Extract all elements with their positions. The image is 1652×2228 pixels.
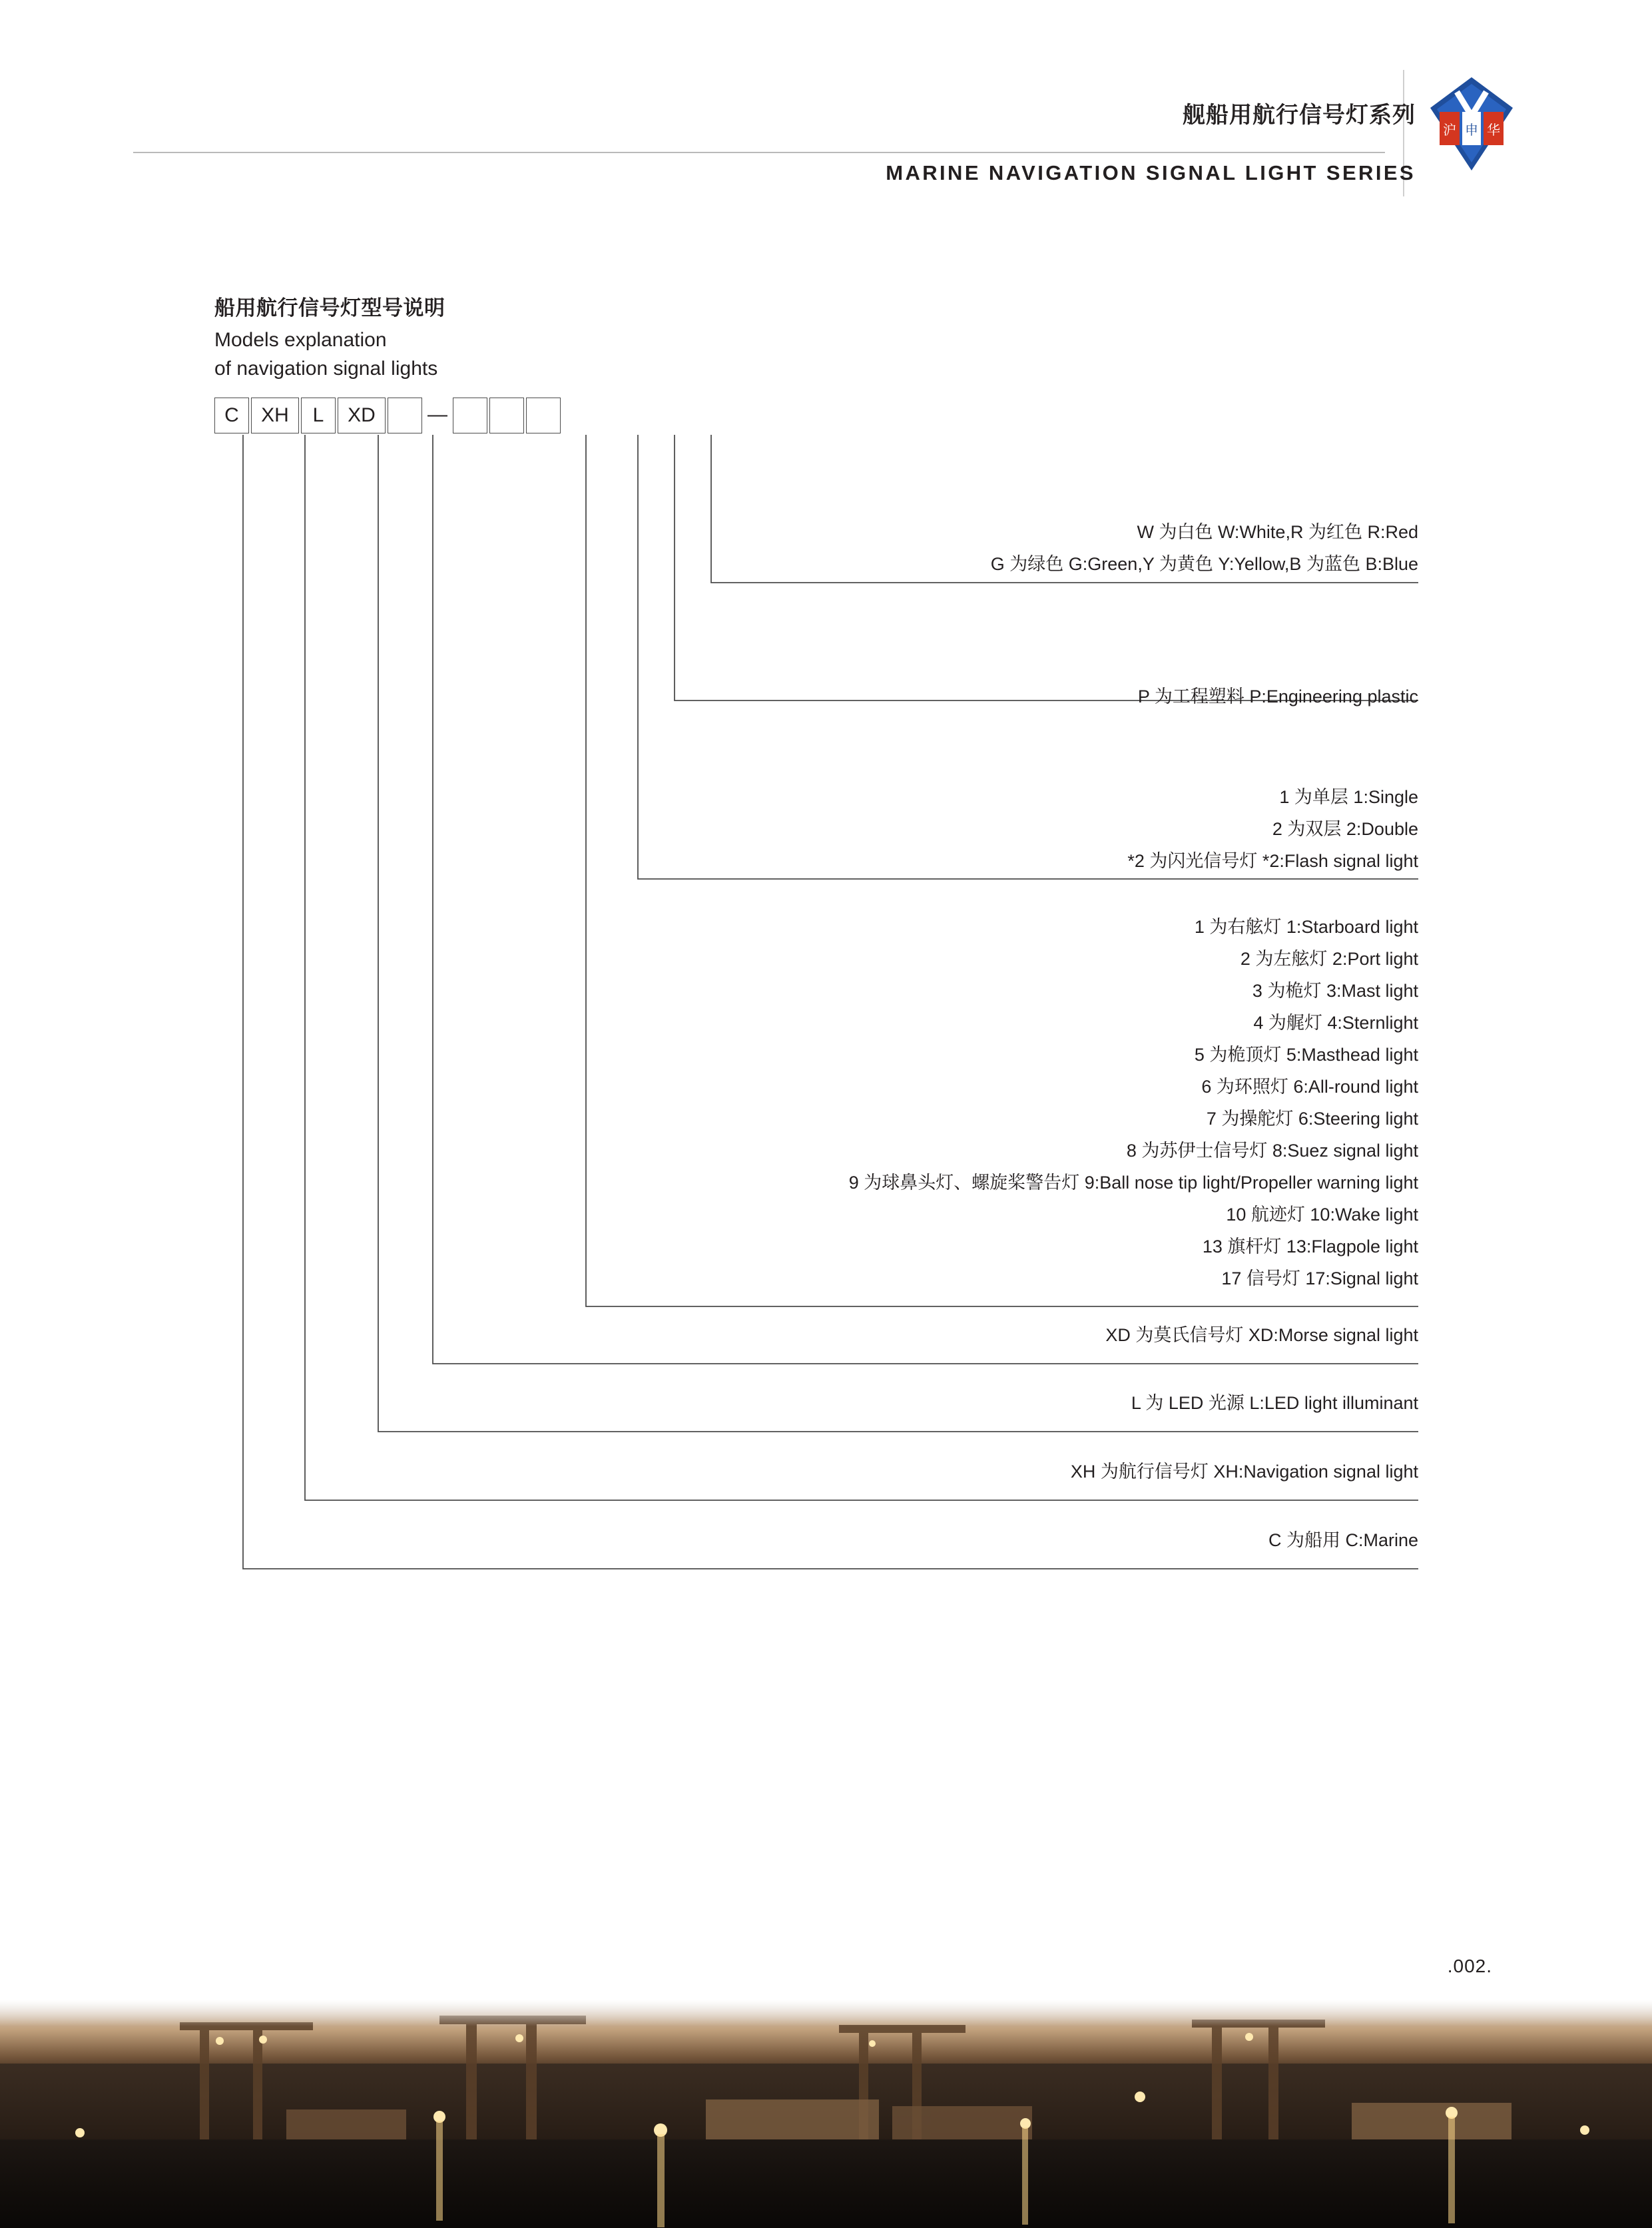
page-number: .002. xyxy=(1447,1956,1492,1976)
annotation-type-8: 8 为苏伊士信号灯 8:Suez signal light xyxy=(1126,1141,1418,1161)
code-box-l: L xyxy=(301,398,336,433)
annotation-type-2: 2 为左舷灯 2:Port light xyxy=(1240,949,1418,969)
svg-text:申: 申 xyxy=(1465,123,1478,138)
annotation-type-1: 1 为右舷灯 1:Starboard light xyxy=(1194,917,1418,937)
annotation-layer-flash: *2 为闪光信号灯 *2:Flash signal light xyxy=(1127,851,1418,871)
photo-details xyxy=(0,2000,1652,2228)
header-title-en: MARINE NAVIGATION SIGNAL LIGHT SERIES xyxy=(886,161,1416,184)
annotation-type-6: 6 为环照灯 6:All-round light xyxy=(1201,1077,1418,1097)
annotation-type-3: 3 为桅灯 3:Mast light xyxy=(1252,981,1418,1001)
annotation-navigation: XH 为航行信号灯 XH:Navigation signal light xyxy=(1070,1462,1418,1482)
annotation-led-source: L 为 LED 光源 L:LED light illuminant xyxy=(1131,1393,1418,1413)
svg-text:沪: 沪 xyxy=(1443,123,1456,138)
annotation-type-10: 10 航迹灯 10:Wake light xyxy=(1226,1205,1418,1225)
annotation-type-9: 9 为球鼻头灯、螺旋桨警告灯 9:Ball nose tip light/Propeller warning light xyxy=(848,1173,1418,1193)
footer-harbor-photo xyxy=(0,2000,1652,2228)
annotation-type-7: 7 为操舵灯 6:Steering light xyxy=(1206,1109,1418,1129)
section-title-en-line2: of navigation signal lights xyxy=(214,358,438,380)
annotation-color-line2: G 为绿色 G:Green,Y 为黄色 Y:Yellow,B 为蓝色 B:Blue xyxy=(990,554,1418,574)
annotation-layer-double: 2 为双层 2:Double xyxy=(1272,819,1418,839)
annotation-color-line1: W 为白色 W:White,R 为红色 R:Red xyxy=(1137,522,1418,542)
annotation-type-17: 17 信号灯 17:Signal light xyxy=(1221,1268,1418,1288)
annotation-type-13: 13 旗杆灯 13:Flagpole light xyxy=(1202,1237,1418,1256)
annotation-marine: C 为船用 C:Marine xyxy=(1268,1530,1418,1550)
svg-text:华: 华 xyxy=(1487,123,1500,138)
section-title-en-line1: Models explanation xyxy=(214,329,387,351)
annotation-material: P 为工程塑料 P:Engineering plastic xyxy=(1137,687,1418,706)
code-box-xh: XH xyxy=(251,398,299,433)
header-title-cn: 舰船用航行信号灯系列 xyxy=(1183,103,1416,128)
annotation-layer-single: 1 为单层 1:Single xyxy=(1279,787,1418,807)
annotation-type-5: 5 为桅顶灯 5:Masthead light xyxy=(1194,1045,1418,1065)
code-separator-dash: — xyxy=(427,404,447,425)
annotation-type-4: 4 为艉灯 4:Sternlight xyxy=(1253,1013,1418,1033)
code-box-c: C xyxy=(214,398,249,433)
section-title-cn: 船用航行信号灯型号说明 xyxy=(214,296,445,320)
code-box-xd: XD xyxy=(338,398,386,433)
photo-top-fade xyxy=(0,2000,1652,2026)
annotation-morse: XD 为莫氏信号灯 XD:Morse signal light xyxy=(1105,1325,1418,1345)
